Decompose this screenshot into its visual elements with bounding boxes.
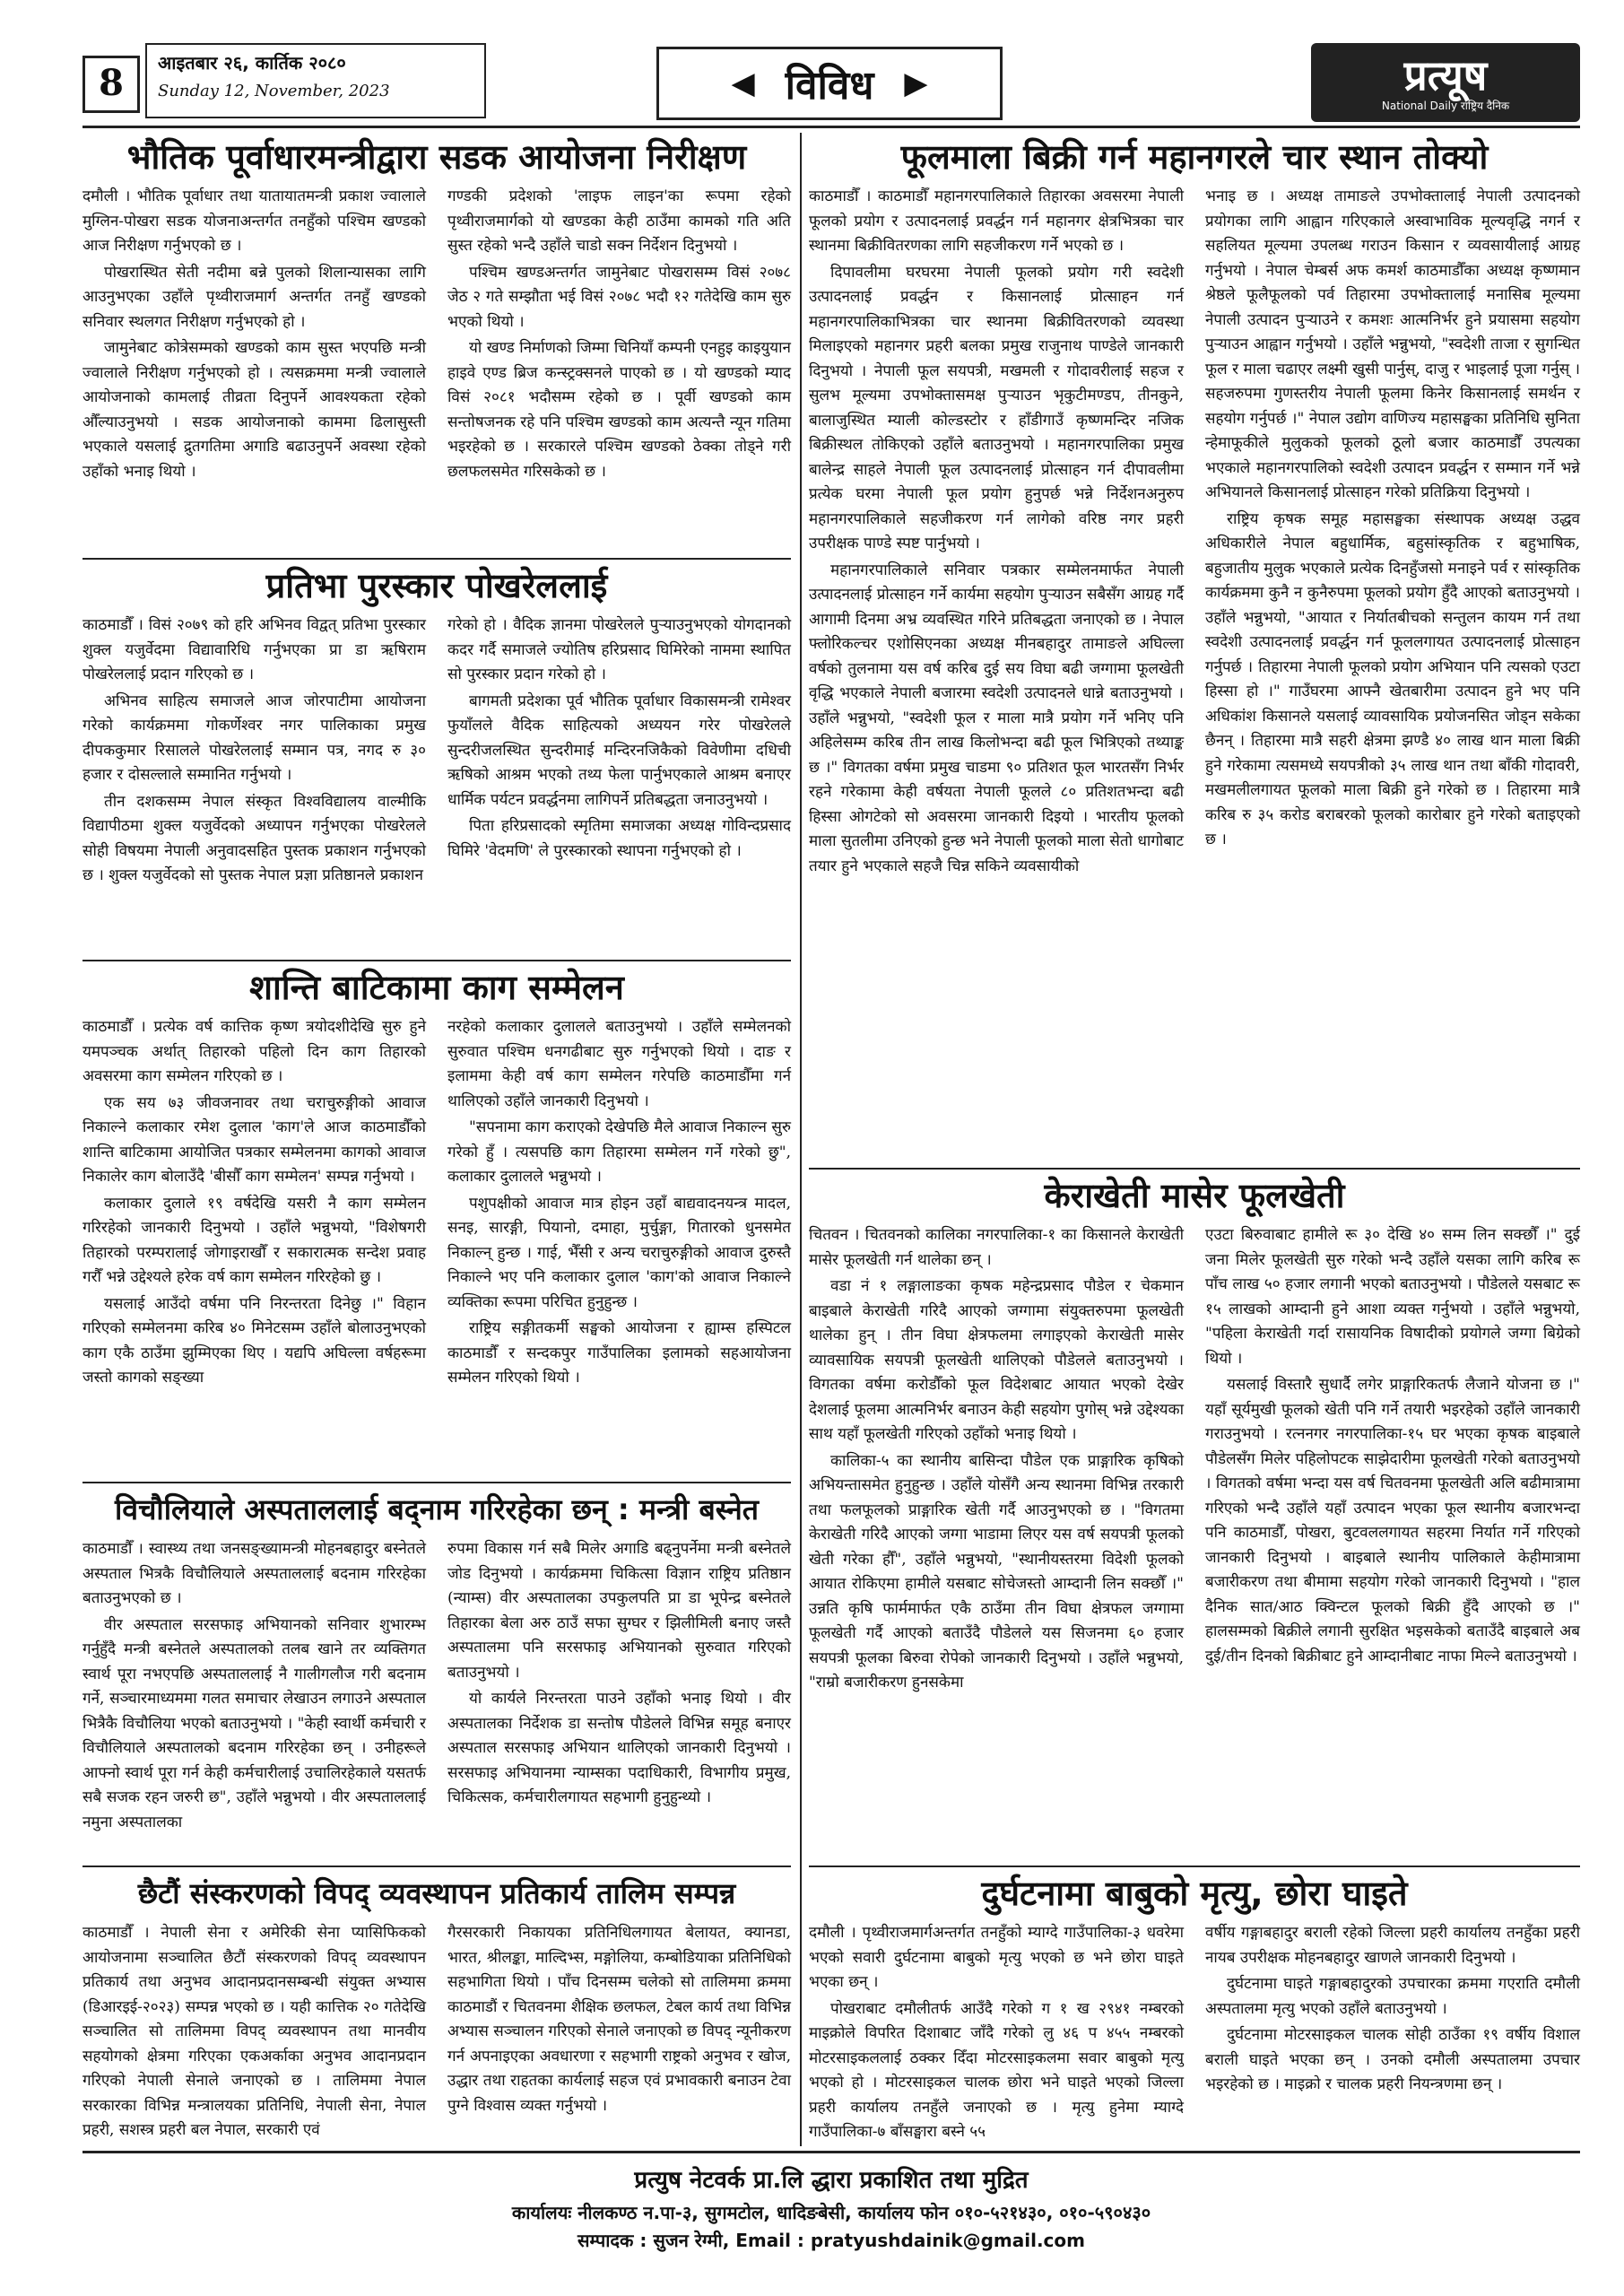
article-paragraph: कलाकार दुलाले १९ वर्षदेखि यसरी नै काग सम्मेलन गरिरहेको जानकारी दिनुभयो । उहाँले भन्नुभयो, "विशेषगरी तिहारको परम्परालाई जोगाइराखौँ र सकारात्मक सन्देश प्रवाह गरौँ भन्ने उद्देश्यले हरेक वर्ष काग सम्मेलन गरिरहेको छु । <box>83 1194 426 1286</box>
headline: विचौलियाले अस्पताललाई बद्नाम गरिरहेका छन् : मन्त्री बस्नेत <box>115 1492 759 1526</box>
article-divider <box>83 558 791 560</box>
article-column-1 <box>83 185 426 486</box>
left-triangle-icon: ◀ <box>731 65 755 101</box>
article-flower-farming <box>809 1171 1580 1698</box>
headline: फूलमाला बिक्री गर्न महानगरले चार स्थान तोक्यो <box>900 137 1489 177</box>
article-paragraph: राष्ट्रिय कृषक समूह महासङ्घका संस्थापक अध्यक्ष उद्धव अधिकारीले नेपाल बहुधार्मिक, बहुसांस्कृतिक र बहुभाषिक, बहुजातीय मुलुक भएकाले प्रत्येक दिनहुँजसो मनाइने पर्व र सांस्कृतिक कार्यक्रममा कुनै न कुनैरुपमा फूलको प्रयोग हुँदै आएको बताउनुभयो । उहाँले भन्नुभयो, "आयात र निर्यातबीचको सन्तुलन कायम गर्न तथा स्वदेशी उत्पादनलाई प्रवर्द्धन गर्न फूललगायत उत्पादनलाई प्रोत्साहन गर्नुपर्छ । तिहारमा नेपाली फूलको प्रयोग अभियान पनि त्यसको एउटा हिस्सा हो ।" गाउँघरमा आफ्नै खेतबारीमा उत्पादन हुने भए पनि अधिकांश किसानले यसलाई व्यावसायिक प्रयोजनसित जोड्न सकेका छैनन् । तिहारमा मात्रै सहरी क्षेत्रमा झण्डै ४० लाख थान माला बिक्री हुने गरेकामा त्यसमध्ये सयपत्रीको ३५ लाख थान तथा बाँकी गोदावरी, मखमलीलगायत फूलको माला बिक्री हुने गरेको छ । तिहारमा मात्रै करिब रु ३५ करोड बराबरको फूलको कारोबार हुने गरेको बताइएको छ । <box>1205 509 1580 848</box>
article-paragraph: यो खण्ड निर्माणको जिम्मा चिनियाँ कम्पनी एनहुइ काइयुयान हाइवे एण्ड ब्रिज कन्स्ट्रक्सनले पाएको छ । यो खण्डको म्याद विसं २०८१ भदौसम्म रहेको छ । पूर्वी खण्डको काम सन्तोषजनक रहे पनि पश्चिम खण्डको काम अत्यन्तै न्यून गतिमा भइरहेको छ । सरकारले पश्चिम खण्डको ठेक्का तोड्ने गरी छलफलसमेत गरिसकेको छ । <box>447 339 791 481</box>
logo-name: प्रत्यूष <box>1403 50 1488 100</box>
article-paragraph: वीर अस्पताल सरसफाइ अभियानको सनिवार शुभारम्भ गर्नुहुँदै मन्त्री बस्नेतले अस्पतालको तलब खाने तर व्यक्तिगत स्वार्थ पूरा नभएपछि अस्पताललाई नै गालीगलौज गरी बदनाम गर्ने, सञ्चारमाध्यममा गलत समाचार लेखाउन लगाउने अस्पताल भित्रैकै विचौलिया भएको बताउनुभयो । "केही स्वार्थी कर्मचारी र विचौलियाले अस्पतालको बदनाम गरिरहेका छन् । उनीहरूले आफ्नो स्वार्थ पूरा गर्न केही कर्मचारीलाई उचालिरहेकाले यसतर्फ सबै सजक रहन जरुरी छ", उहाँले भन्नुभयो । वीर अस्पताललाई नमुना अस्पतालका <box>83 1615 426 1831</box>
article-paragraph: गरेको हो । वैदिक ज्ञानमा पोखरेलले पुऱ्याउनुभएको योगदानको कदर गर्दै समाजले ज्योतिष हरिप्रसाद घिमिरेको नाममा स्थापित सो पुरस्कार प्रदान गरेको हो । <box>447 616 791 683</box>
article-paragraph: काठमाडौँ । प्रत्येक वर्ष कात्तिक कृष्ण त्रयोदशीदेखि सुरु हुने यमपञ्चक अर्थात् तिहारको पहिलो दिन काग तिहारको अवसरमा काग सम्मेलन गरिएको छ । <box>83 1018 426 1085</box>
article-paragraph: गैरसरकारी निकायका प्रतिनिधिलगायत बेलायत, क्यानडा, भारत, श्रीलङ्का, माल्दिभ्स, मङ्गोलिया, कम्बोडियाका प्रतिनिधिको सहभागिता थियो । पाँच दिनसम्म चलेको सो तालिममा क्रममा काठमाडौं र चितवनमा शैक्षिक छलफल, टेबल कार्य तथा विभिन्न अभ्यास सञ्चालन गरिएको सेनाले जनाएको छ विपद् न्यूनीकरण गर्न अपनाइएका अवधारणा र सहभागी राष्ट्रको अनुभव र खोज, उद्धार तथा राहतका कार्यलाई सहज एवं प्रभावकारी बनाउन टेवा पुग्ने विश्वास व्यक्त गर्नुभयो । <box>447 1924 791 2115</box>
article-column-2 <box>1205 1223 1580 1698</box>
headline: भौतिक पूर्वाधारमन्त्रीद्वारा सडक आयोजना निरीक्षण <box>126 137 747 177</box>
publisher-line: प्रत्युष नेटवर्क प्रा.लि द्धारा प्रकाशित तथा मुद्रित <box>634 2167 1029 2194</box>
article-column-1 <box>809 185 1184 881</box>
article-infrastructure <box>83 133 791 486</box>
article-paragraph: वडा नं १ लङ्गालाङका कृषक महेन्द्रप्रसाद पौडेल र चेकमान बाइबाले केराखेती गरिदै आएको जग्गामा संयुक्तरुपमा फूलखेती थालेका हुन् । तीन विघा क्षेत्रफलमा लगाइएको केराखेती मासेर व्यावसायिक सयपत्री फूलखेती थालिएको पौडेलले बताउनुभयो । विगतका वर्षमा करोडौँको फूल विदेशबाट आयात भएको देखेर देशलाई फूलमा आत्मनिर्भर बनाउन केही सहयोग पुगोस् भन्ने उद्देश्यका साथ यहाँ फूलखेती गरिएको उहाँको भनाइ थियो । <box>809 1277 1184 1443</box>
article-divider <box>809 1168 1580 1170</box>
article-paragraph: पोखराबाट दमौलीतर्फ आउँदै गरेको ग १ ख २९४१ नम्बरको माइक्रोले विपरित दिशाबाट जाँदै गरेको लु ४६ प ४५५ नम्बरको मोटरसाइकललाई ठक्कर दिँदा मोटरसाइकलमा सवार बाबुको मृत्यु भएको हो । मोटरसाइकल चालक छोरा भने घाइते भएको जिल्ला प्रहरी कार्यालय तनहुँले जनाएको छ । मृत्यु हुनेमा म्याग्दे गाउँपालिका-७ बाँसङ्घारा बस्ने ५५ <box>809 1999 1184 2141</box>
headline: प्रतिभा पुरस्कार पोखरेललाई <box>265 566 608 605</box>
article-paragraph: दुर्घटनामा घाइते गङ्गाबहादुरको उपचारका क्रममा गएराति दमौली अस्पतालमा मृत्यु भएको उहाँले बताउनुभयो । <box>1205 1975 1580 2018</box>
article-paragraph: जामुनेबाट कोत्रेसम्मको खण्डको काम सुस्त भएपछि मन्त्री ज्वालाले निरीक्षण गर्नुभएको हो । त्यसक्रममा मन्त्री ज्वालाले आयोजनाको कामलाई तीव्रता दिनुपर्ने आवश्यकता रहेको औँल्याउनुभयो । सडक आयोजनाको काममा ढिलासुस्ती भएकाले यसलाई द्रुतगतिमा अगाडि बढाउनुपर्ने अवस्था रहेको उहाँको भनाइ थियो । <box>83 339 426 481</box>
newspaper-logo <box>1311 43 1580 122</box>
article-column-1 <box>83 1537 426 1837</box>
article-paragraph: पश्चिम खण्डअन्तर्गत जामुनेबाट पोखरासम्म विसं २०७८ जेठ २ गते सम्झौता भई विसं २०७८ भदौ १२ गतेदेखि काम सुरु भएको थियो । <box>447 263 791 331</box>
article-paragraph: "सपनामा काग कराएको देखेपछि मैले आवाज निकाल्न सुरु गरेको हुँ । त्यसपछि काग तिहारमा सम्मेलन गर्ने गरेको छु", कलाकार दुलालले भन्नुभयो । <box>447 1118 791 1186</box>
article-paragraph: एक सय ७३ जीवजनावर तथा चराचुरुङ्गीको आवाज निकाल्ने कलाकार रमेश दुलाल 'काग'ले आज काठमाडौँको शान्ति बाटिकामा आयोजित पत्रकार सम्मेलनमा कागको आवाज निकालेर काग बोलाउँदै 'बीसौँ काग सम्मेलन' सम्पन्न गर्नुभयो । <box>83 1093 426 1186</box>
date-nepali: आइतबार २६, कार्तिक २०८० <box>158 52 346 74</box>
article-disaster-training <box>83 1869 791 2145</box>
article-paragraph: रुपमा विकास गर्न सबै मिलेर अगाडि बढ्नुपर्नेमा मन्त्री बस्नेतले जोड दिनुभयो । कार्यक्रममा चिकित्सा विज्ञान राष्ट्रिय प्रतिष्ठान (न्याम्स) वीर अस्पतालका उपकुलपति प्रा डा भूपेन्द्र बस्नेतले तिहारका बेला अरु ठाउँ सफा सुग्घर र झिलीमिली बनाए जस्तै अस्पतालमा पनि सरसफाइ अभियानको सुरुवात गरिएको बताउनुभयो । <box>447 1540 791 1682</box>
article-paragraph: यसलाई विस्तारै सुधार्दै लगेर प्राङ्गारिकतर्फ लैजाने योजना छ ।" यहाँ सूर्यमुखी फूलको खेती पनि गर्ने तयारी भइरहेको उहाँले जानकारी गराउनुभयो । रत्ननगर नगरपालिका-१५ घर भएका कृषक बाइबाले पौडेलसँग मिलेर पहिलोपटक साझेदारीमा फूलखेती गरेको बताउनुभयो । विगतको वर्षमा भन्दा यस वर्ष चितवनमा फूलखेती अलि बढीमात्रामा गरिएको भन्दै उहाँले यहाँ उत्पादन भएका फूल स्थानीय बजारभन्दा पनि काठमाडौँ, पोखरा, बुटवललगायत सहरमा निर्यात गर्ने गरिएको जानकारी दिनुभयो । बाइबाले स्थानीय पालिकाले केहीमात्रामा बजारीकरण तथा बीमामा सहयोग गरेको जानकारी दिनुभयो । "हाल दैनिक सात/आठ क्विन्टल फूलको बिक्री हुँदै आएको छ ।" हालसम्मको बिक्रीले लगानी सुरक्षित भइसकेको बताउँदै बाइबाले अब दुई/तीन दिनको बिक्रीबाट हुने आम्दानीबाट नाफा मिल्ने बताउनुभयो । <box>1205 1376 1580 1665</box>
article-column-2 <box>447 1015 791 1393</box>
article-paragraph: भनाइ छ । अध्यक्ष तामाङले उपभोक्तालाई नेपाली उत्पादनको प्रयोगका लागि आह्वान गरिएकाले अस्वाभाविक मूल्यवृद्धि नगर्न र सहलियत मूल्यमा उपलब्ध गराउन किसान र व्यवसायीलाई आग्रह गर्नुभयो । नेपाल चेम्बर्स अफ कमर्श काठमाडौँका अध्यक्ष कृष्णमान श्रेष्ठले फूलैफूलको पर्व तिहारमा उपभोक्तालाई मनासिब मूल्यमा नेपाली उत्पादन पुऱ्याउने र कमशः आत्मनिर्भर हुने प्रयासमा सहयोग पुऱ्याउन आह्वान गर्नुभयो । उहाँले भन्नुभयो, "स्वदेशी ताजा र सुगन्धित फूल र माला चढाएर लक्ष्मी खुसी पार्नुस्, दाजु र भाइलाई पूजा गर्नुस् । सहजरुपमा गुणस्तरीय नेपाली फूलमा किनेर किसानलाई समर्थन र सहयोग गर्नुपर्छ ।" नेपाल उद्योग वाणिज्य महासङ्घका प्रतिनिधि सुनिता न्हेमाफूकीले मुलुकको फूलको ठूलो बजार काठमाडौँ उपत्यका भएकाले महानगरपालिको स्वदेशी उत्पादन प्रवर्द्धन र सम्मान गर्ने भन्ने अभियानले किसानलाई प्रोत्साहन गरेको प्रतिक्रिया दिनुभयो । <box>1205 187 1580 501</box>
article-paragraph: दमौली । पृथ्वीराजमार्गअन्तर्गत तनहुँको म्याग्दे गाउँपालिका-३ धवरेमा भएको सवारी दुर्घटनामा बाबुको मृत्यु भएको छ भने छोरा घाइते भएका छन् । <box>809 1924 1184 1991</box>
article-column-2 <box>447 613 791 891</box>
article-paragraph: कालिका-५ का स्थानीय बासिन्दा पौडेल एक प्राङ्गारिक कृषिको अभियन्तासमेत हुनुहुन्छ । उहाँले योसँगै अन्य स्थानमा विभिन्न तरकारी तथा फलफूलको प्राङ्गारिक खेती गर्दै आउनुभएको छ । "विगतमा केराखेती गरिदै आएको जग्गा भाडामा लिएर यस वर्ष सयपत्री फूलको खेती गरेका हौँ", उहाँले भन्नुभयो, "स्थानीयस्तरमा विदेशी फूलको आयात रोकिएमा हामीले यसबाट सोचेजस्तो आम्दानी लिन सक्छौँ ।" उन्नति कृषि फार्ममार्फत एकै ठाउँमा तीन विघा क्षेत्रफल जग्गामा फूलखेती गर्दै आएको बताउँदै पौडेलले यस सिजनमा ६० हजार सयपत्री फूलका बिरुवा रोपेको जानकारी दिनुभयो । उहाँले भन्नुभयो, "राम्रो बजारीकरण हुनसकेमा <box>809 1451 1184 1692</box>
article-column-2 <box>1205 185 1580 881</box>
right-triangle-icon: ▶ <box>904 65 928 101</box>
article-paragraph: पशुपक्षीको आवाज मात्र होइन उहाँ बाद्यवादनयन्त्र मादल, सनइ, सारङ्गी, पियानो, दमाहा, मुर्चुङ्गा, गितारको धुनसमेत निकाल्न् हुन्छ । गाई, भैँसी र अन्य चराचुरुङ्गीको आवाज दुरुस्तै निकाल्ने भए पनि कलाकार दुलाल 'काग'को आवाज निकाल्ने व्यक्तिका रूपमा परिचित हुनुहुन्छ । <box>447 1194 791 1311</box>
article-column-1 <box>83 1921 426 2145</box>
office-address: कार्यालयः नीलकण्ठ न.पा-३, सुगमटोल, धादिङबेसी, कार्यालय फोन ०१०-५२१४३०, ०१०-५९०४३० <box>511 2202 1151 2223</box>
article-paragraph: एउटा बिरुवाबाट हामीले रू ३० देखि ४० सम्म लिन सक्छौँ ।" दुई जना मिलेर फूलखेती सुरु गरेको भन्दै उहाँले यसका लागि करिब रू पाँच लाख ५० हजार लगानी भएको बताउनुभयो । पौडेलले यसबाट रू १५ लाखको आम्दानी हुने आशा व्यक्त गर्नुभयो । उहाँले भन्नुभयो, "पहिला केराखेती गर्दा रासायनिक विषादीको प्रयोगले जग्गा बिग्रेको थियो । <box>1205 1226 1580 1368</box>
article-paragraph: दुर्घटनामा मोटरसाइकल चालक सोही ठाउँका १९ वर्षीय विशाल बराली घाइते भएका छन् । उनको दमौली अस्पतालमा उपचार भइरहेको छ । माइक्रो र चालक प्रहरी नियन्त्रणमा छन् । <box>1205 2026 1580 2093</box>
date-box <box>145 43 486 118</box>
headline: केराखेती मासेर फूलखेती <box>1044 1176 1345 1215</box>
article-paragraph: काठमाडौँ । काठमाडौँ महानगरपालिकाले तिहारका अवसरमा नेपाली फूलको प्रयोग र उत्पादनलाई प्रवर्द्धन गर्न महानगर क्षेत्रभित्रका चार स्थानमा बिक्रीवितरणका लागि सहजीकरण गर्ने भएको छ । <box>809 187 1184 255</box>
article-paragraph: काठमाडौँ । स्वास्थ्य तथा जनसङ्ख्यामन्त्री मोहनबहादुर बस्नेतले अस्पताल भित्रकै विचौलियाले अस्पताललाई बदनाम गरिरहेका बताउनुभएको छ । <box>83 1540 426 1607</box>
headline: छैटौं संस्करणको विपद् व्यवस्थापन प्रतिकार्य तालिम सम्पन्न <box>137 1876 736 1910</box>
article-column-1 <box>809 1223 1184 1698</box>
article-paragraph: चितवन । चितवनको कालिका नगरपालिका-१ का किसानले केराखेती मासेर फूलखेती गर्न थालेका छन् । <box>809 1226 1184 1269</box>
headline: शान्ति बाटिकामा काग सम्मेलन <box>249 968 624 1007</box>
article-paragraph: तीन दशकसम्म नेपाल संस्कृत विश्वविद्यालय वाल्मीकि विद्यापीठमा शुक्ल यजुर्वेदको अध्यापन गर्नुभएका पोखरेलले सोही विषयमा नेपाली अनुवादसहित पुस्तक प्रकाशन गर्नुभएको छ । शुक्ल यजुर्वेदको सो पुस्तक नेपाल प्रज्ञा प्रतिष्ठानले प्रकाशन <box>83 792 426 884</box>
article-paragraph: बागमती प्रदेशका पूर्व भौतिक पूर्वाधार विकासमन्त्री रामेश्वर फुयाँलले वैदिक साहित्यको अध्ययन गरेर पोखरेलले सुन्दरीजलस्थित सुन्दरीमाई मन्दिरनजिकैको विवेणीमा दधिची ऋषिको आश्रम भएको तथ्य फेला पार्नुभएकाले आश्रम बनाएर धार्मिक पर्यटन प्रवर्द्धनमा लागिपर्ने प्रतिबद्धता जनाउनुभयो । <box>447 691 791 809</box>
article-paragraph: नरहेको कलाकार दुलालले बताउनुभयो । उहाँले सम्मेलनको सुरुवात पश्चिम धनगढीबाट सुरु गर्नुभएको थियो । दाङ र इलाममा केही वर्ष काग सम्मेलन गरेपछि काठमाडौँमा गर्न थालिएको उहाँले जानकारी दिनुभयो । <box>447 1018 791 1110</box>
article-award <box>83 561 791 891</box>
article-divider <box>83 1482 791 1483</box>
article-column-2 <box>447 185 791 486</box>
article-paragraph: राष्ट्रिय सङ्गीतकर्मी सङ्घको आयोजना र ह्याम्स हस्पिटल काठमाडौँ र सन्दकपुर गाउँपालिका इलामको सहआयोजना सम्मेलन गरिएको थियो । <box>447 1319 791 1387</box>
section-title: विविध <box>785 63 874 109</box>
article-paragraph: दिपावलीमा घरघरमा नेपाली फूलको प्रयोग गरी स्वदेशी उत्पादनलाई प्रवर्द्धन र किसानलाई प्रोत्साहन गर्न महानगरपालिकाभित्रका चार स्थानमा बिक्रीवितरणको व्यवस्था मिलाइएको महानगर प्रहरी बलका प्रमुख राजुनाथ पाण्डेले जानकारी दिनुभयो । नेपाली फूल सयपत्री, मखमली र गोदावरीलाई सहज र सुलभ मूल्यमा उपभोक्तासमक्ष पुऱ्याउन भृकुटीमण्डप, तीनकुने, बालाजुस्थित म्याली कोल्डस्टोर र हाँडीगाउँ कृष्णमन्दिर नजिक बिक्रीस्थल तोकिएको उहाँले बताउनुभयो । महानगरपालिका प्रमुख बालेन्द्र साहले नेपाली फूल उत्पादनलाई प्रोत्साहन गर्न दीपावलीमा प्रत्येक घरमा नेपाली फूल प्रयोग हुनुपर्छ भन्ने निर्देशनअनुरुप महानगरपालिकाले सहजीकरण गर्न लागेको वरिष्ठ नगर प्रहरी उपरीक्षक पाण्डे स्पष्ट पार्नुभयो । <box>809 263 1184 552</box>
article-paragraph: यसलाई आउँदो वर्षमा पनि निरन्तरता दिनेछु ।" विहान गरिएको सम्मेलनमा करिब ४० मिनेटसम्म उहाँले बोलाउनुभएको काग एकै ठाउँमा झुम्मिएका थिए । यद्यपि अघिल्ला वर्षहरूमा जस्तो कागको सङ्ख्या <box>83 1294 426 1387</box>
article-divider <box>83 960 791 961</box>
article-crow-conference <box>83 963 791 1393</box>
article-paragraph: गण्डकी प्रदेशको 'लाइफ लाइन'का रूपमा रहेको पृथ्वीराजमार्गको यो खण्डका केही ठाउँमा कामको गति अति सुस्त रहेको भन्दै उहाँले चाडो सक्न निर्देशन दिनुभयो । <box>447 187 791 255</box>
article-column-1 <box>83 613 426 891</box>
masthead <box>83 43 1580 126</box>
article-accident <box>809 1869 1580 2147</box>
imprint-footer <box>83 2151 1580 2275</box>
article-column-2 <box>447 1921 791 2145</box>
editor-email: सम्पादक : सुजन रेग्मी, Email : pratyushdainik@gmail.com <box>577 2230 1085 2251</box>
article-column-1 <box>83 1015 426 1393</box>
article-column-1 <box>809 1921 1184 2147</box>
article-column-2 <box>1205 1921 1580 2147</box>
masthead-rule <box>83 126 1580 128</box>
article-paragraph: काठमाडौँ । विसं २०७९ को हरि अभिनव विद्वत् प्रतिभा पुरस्कार शुक्ल यजुर्वेदमा विद्यावारिधि गर्नुभएका प्रा डा ऋषिराम पोखरेललाई प्रदान गरिएको छ । <box>83 616 426 683</box>
article-paragraph: दमौली । भौतिक पूर्वाधार तथा यातायातमन्त्री प्रकाश ज्वालाले मुग्लिन-पोखरा सडक योजनाअन्तर्गत तनहुँको पश्चिम खण्डको आज निरीक्षण गर्नुभएको छ । <box>83 187 426 255</box>
page-number: 8 <box>83 56 140 113</box>
article-paragraph: पिता हरिप्रसादको स्मृतिमा समाजका अध्यक्ष गोविन्दप्रसाद घिमिरे 'वेदमणि' ले पुरस्कारको स्थापना गर्नुभएको हो । <box>447 817 791 860</box>
article-divider <box>809 1866 1580 1867</box>
article-column-2 <box>447 1537 791 1837</box>
date-english: Sunday 12, November, 2023 <box>158 82 390 100</box>
article-paragraph: यो कार्यले निरन्तरता पाउने उहाँको भनाइ थियो । वीर अस्पतालका निर्देशक डा सन्तोष पौडेलले विभिन्न समूह बनाएर अस्पताल सरसफाइ अभियान थालिएको जानकारी दिनुभयो । सरसफाइ अभियानमा न्याम्सका पदाधिकारी, विभागीय प्रमुख, चिकित्सक, कर्मचारीलगायत सहभागी हुनुहुन्थ्यो । <box>447 1690 791 1806</box>
article-hospital <box>83 1485 791 1837</box>
article-paragraph: पोखरास्थित सेती नदीमा बन्ने पुलको शिलान्यासका लागि आउनुभएका उहाँले पृथ्वीराजमार्ग अन्तर्गत तनहुँ खण्डको सनिवार स्थलगत निरीक्षण गर्नुभएको हो । <box>83 263 426 331</box>
headline: दुर्घटनामा बाबुको मृत्यु, छोरा घाइते <box>981 1874 1408 1913</box>
center-column-rule <box>800 133 802 2146</box>
logo-subtitle: National Daily राष्ट्रिय दैनिक <box>1381 99 1510 112</box>
article-paragraph: काठमाडौँ । नेपाली सेना र अमेरिकी सेना प्यासिफिकको आयोजनामा सञ्चालित छैटौं संस्करणको विपद् व्यवस्थापन प्रतिकार्य तथा अनुभव आदानप्रदानसम्बन्धी संयुक्त अभ्यास (डिआरइई-२०२३) सम्पन्न भएको छ । यही कात्तिक २० गतेदेखि सञ्चालित सो तालिममा विपद् व्यवस्थापन तथा मानवीय सहयोगको क्षेत्रमा गरिएका एकअर्काका अनुभव आदानप्रदान गरिएको नेपाली सेनाले जनाएको छ । तालिममा नेपाल सरकारका विभिन्न मन्त्रालयका प्रतिनिधि, नेपाली सेना, नेपाल प्रहरी, सशस्त्र प्रहरी बल नेपाल, सरकारी एवं <box>83 1924 426 2139</box>
article-paragraph: अभिनव साहित्य समाजले आज जोरपाटीमा आयोजना गरेको कार्यक्रममा गोकर्णेश्वर नगर पालिकाका प्रमुख दीपककुमार रिसालले पोखरेललाई सम्मान पत्र, नगद रु ३० हजार र दोसल्लाले सम्मानित गर्नुभयो । <box>83 691 426 784</box>
article-paragraph: वर्षीय गङ्गाबहादुर बराली रहेको जिल्ला प्रहरी कार्यालय तनहुँका प्रहरी नायब उपरीक्षक मोहनबहादुर खाणले जानकारी दिनुभयो । <box>1205 1924 1580 1967</box>
article-divider <box>83 1866 791 1867</box>
section-banner <box>656 47 1003 120</box>
article-flower-market <box>809 133 1580 881</box>
article-paragraph: महानगरपालिकाले सनिवार पत्रकार सम्मेलनमार्फत नेपाली उत्पादनलाई प्रोत्साहन गर्ने कार्यमा सहयोग पुऱ्याउन सबैसँग आग्रह गर्दै आगामी दिनमा अभ्र व्यवस्थित गरिने प्रतिबद्धता जनाएको छ । नेपाल फ्लोरिकल्चर एशोसिएनका अध्यक्ष मीनबहादुर तामाङले अघिल्ला वर्षको तुलनामा यस वर्ष करिब दुई सय विघा बढी जग्गामा फूलखेती वृद्धि भएकाले नेपाली बजारमा स्वदेशी उत्पादनले धान्ने बताउनुभयो । उहाँले भन्नुभयो, "स्वदेशी फूल र माला मात्रै प्रयोग गर्ने भनिए पनि अहिलेसम्म करिब तीन लाख किलोभन्दा बढी फूल भित्रिएको तथ्याङ्क छ ।" विगतका वर्षमा प्रमुख चाडमा ९० प्रतिशत फूल भारतसँग निर्भर रहने गरेकामा केही वर्षयता नेपाली फूलले ८० प्रतिशतभन्दा बढी हिस्सा ओगटेको सो अवसरमा जानकारी दिइयो । भारतीय फूलको माला सुतलीमा उनिएको हुन्छ भने नेपाली फूलको माला सेतो धागोबाट तयार हुने भएकाले सहजै चिन्न सकिने व्यवसायीको <box>809 561 1184 875</box>
